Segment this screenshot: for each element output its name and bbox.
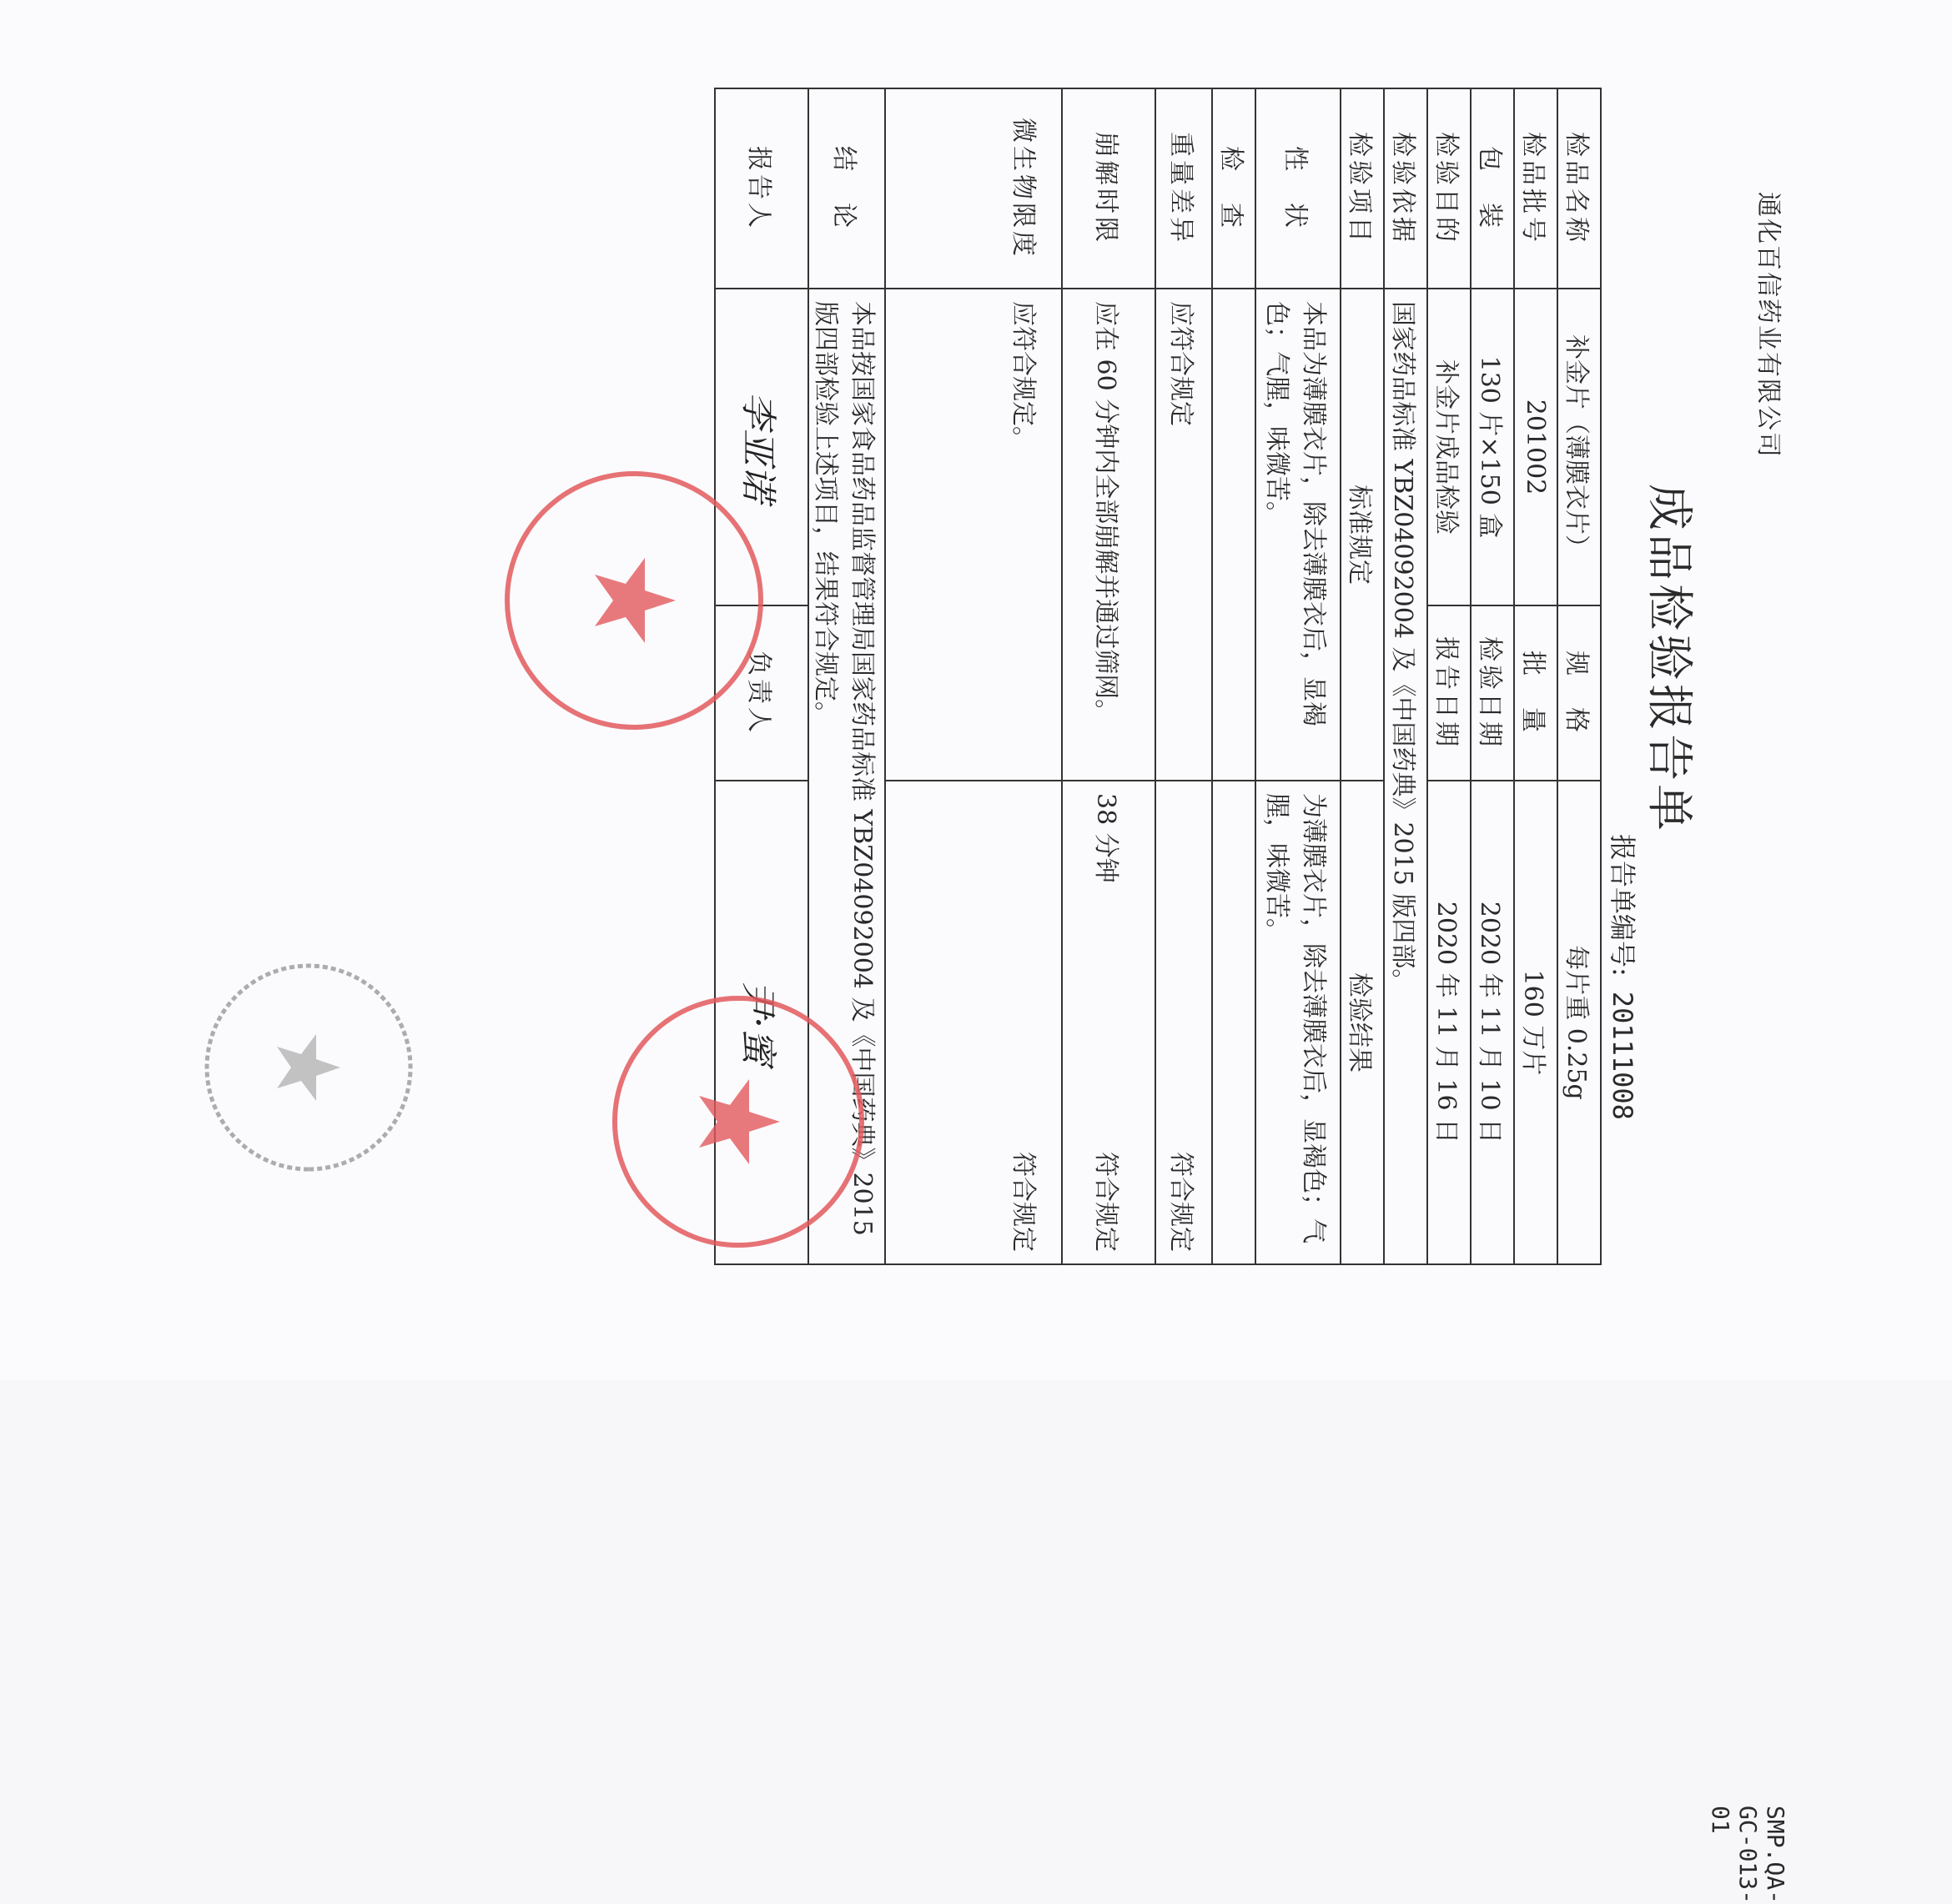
report-number-value: 20111008 (1607, 991, 1638, 1120)
spec-value: 每片重 0.25g (1557, 781, 1601, 1264)
table-row (1384, 88, 1427, 1264)
batch-qty-value: 160 万片 (1514, 781, 1557, 1264)
company-name: 通化百信药业有限公司 (1753, 192, 1783, 459)
reporter-signature-text: 李亚诺 (737, 392, 779, 502)
table-row (1212, 88, 1255, 1264)
spec-label: 规 格 (1557, 605, 1601, 781)
report-date-value: 2020 年 11 月 16 日 (1427, 781, 1471, 1264)
quality-seal-graphic (609, 992, 868, 1251)
table-row (1427, 88, 1471, 1264)
item-result-value: 38 分钟 (1091, 793, 1120, 883)
product-name-label: 检品名称 (1557, 88, 1601, 289)
batch-no-label: 检品批号 (1514, 88, 1557, 289)
item-name: 微生物限度 (885, 88, 1062, 289)
manager-signature-text: 尹·蜜 (737, 980, 779, 1065)
report-number-label: 报告单编号: (1607, 834, 1638, 977)
product-name-value: 补金片（薄膜衣片） (1557, 289, 1601, 605)
table-row (1471, 88, 1514, 1264)
header-standard: 标准规定 (1341, 289, 1384, 781)
conclusion-text: 本品按国家食品药品监督管理局国家药品标准 YBZ04092004 及《中国药典》2015 版四部检验上述项目，结果符合规定。 (808, 289, 885, 1264)
item-name: 崩解时限 (1062, 88, 1155, 289)
item-result: 符合规定 (1091, 1152, 1120, 1252)
batch-qty-label: 批 量 (1514, 605, 1557, 781)
package-value: 130 片×150 盒 (1471, 289, 1514, 605)
quality-seal (609, 992, 868, 1251)
item-standard: 应符合规定 (1155, 289, 1212, 781)
item-standard: 应符合规定。 (885, 289, 1062, 781)
reporter-label: 报告人 (715, 88, 808, 289)
company-seal-graphic (501, 467, 767, 734)
header-item: 检验项目 (1341, 88, 1384, 289)
table-row (1062, 88, 1155, 1264)
inspection-seal (200, 959, 417, 1176)
document-code: SMP.QA-GC-013-01 (1707, 1806, 1789, 1904)
item-group: 检 查 (1212, 88, 1255, 289)
header-result: 检验结果 (1341, 781, 1384, 1264)
table-row (1557, 88, 1601, 1264)
inspection-seal-graphic (200, 959, 417, 1176)
table-header-row (1341, 88, 1384, 1264)
package-label: 包 装 (1471, 88, 1514, 289)
item-name: 重量差异 (1155, 88, 1212, 289)
test-date-label: 检验日期 (1471, 605, 1514, 781)
basis-label: 检验依据 (1384, 88, 1427, 289)
item-result: 为薄膜衣片，除去薄膜衣后，显褐色；气腥，味微苦。 (1255, 781, 1341, 1264)
item-result: 符合规定 (885, 781, 1062, 1264)
batch-no-value: 201002 (1514, 289, 1557, 605)
table-row (1155, 88, 1212, 1264)
item-name: 性 状 (1255, 88, 1341, 289)
basis-value: 国家药品标准 YBZ04092004 及《中国药典》2015 版四部。 (1384, 289, 1427, 1264)
table-row (885, 88, 1062, 1264)
report-number (1605, 834, 1643, 1120)
purpose-value: 补金片成品检验 (1427, 289, 1471, 605)
purpose-label: 检验目的 (1427, 88, 1471, 289)
item-standard: 应在 60 分钟内全部崩解并通过筛网。 (1062, 289, 1155, 781)
item-result: 符合规定 (1155, 781, 1212, 1264)
test-date-value: 2020 年 11 月 10 日 (1471, 781, 1514, 1264)
report-date-label: 报告日期 (1427, 605, 1471, 781)
table-row (1514, 88, 1557, 1264)
manager-label: 负责人 (715, 605, 808, 781)
company-seal (501, 467, 767, 734)
page-title: 成品检验报告单 (1642, 484, 1696, 834)
table-row (1255, 88, 1341, 1264)
conclusion-label: 结 论 (808, 88, 885, 289)
item-standard: 本品为薄膜衣片，除去薄膜衣后，显褐色；气腥，味微苦。 (1255, 289, 1341, 781)
